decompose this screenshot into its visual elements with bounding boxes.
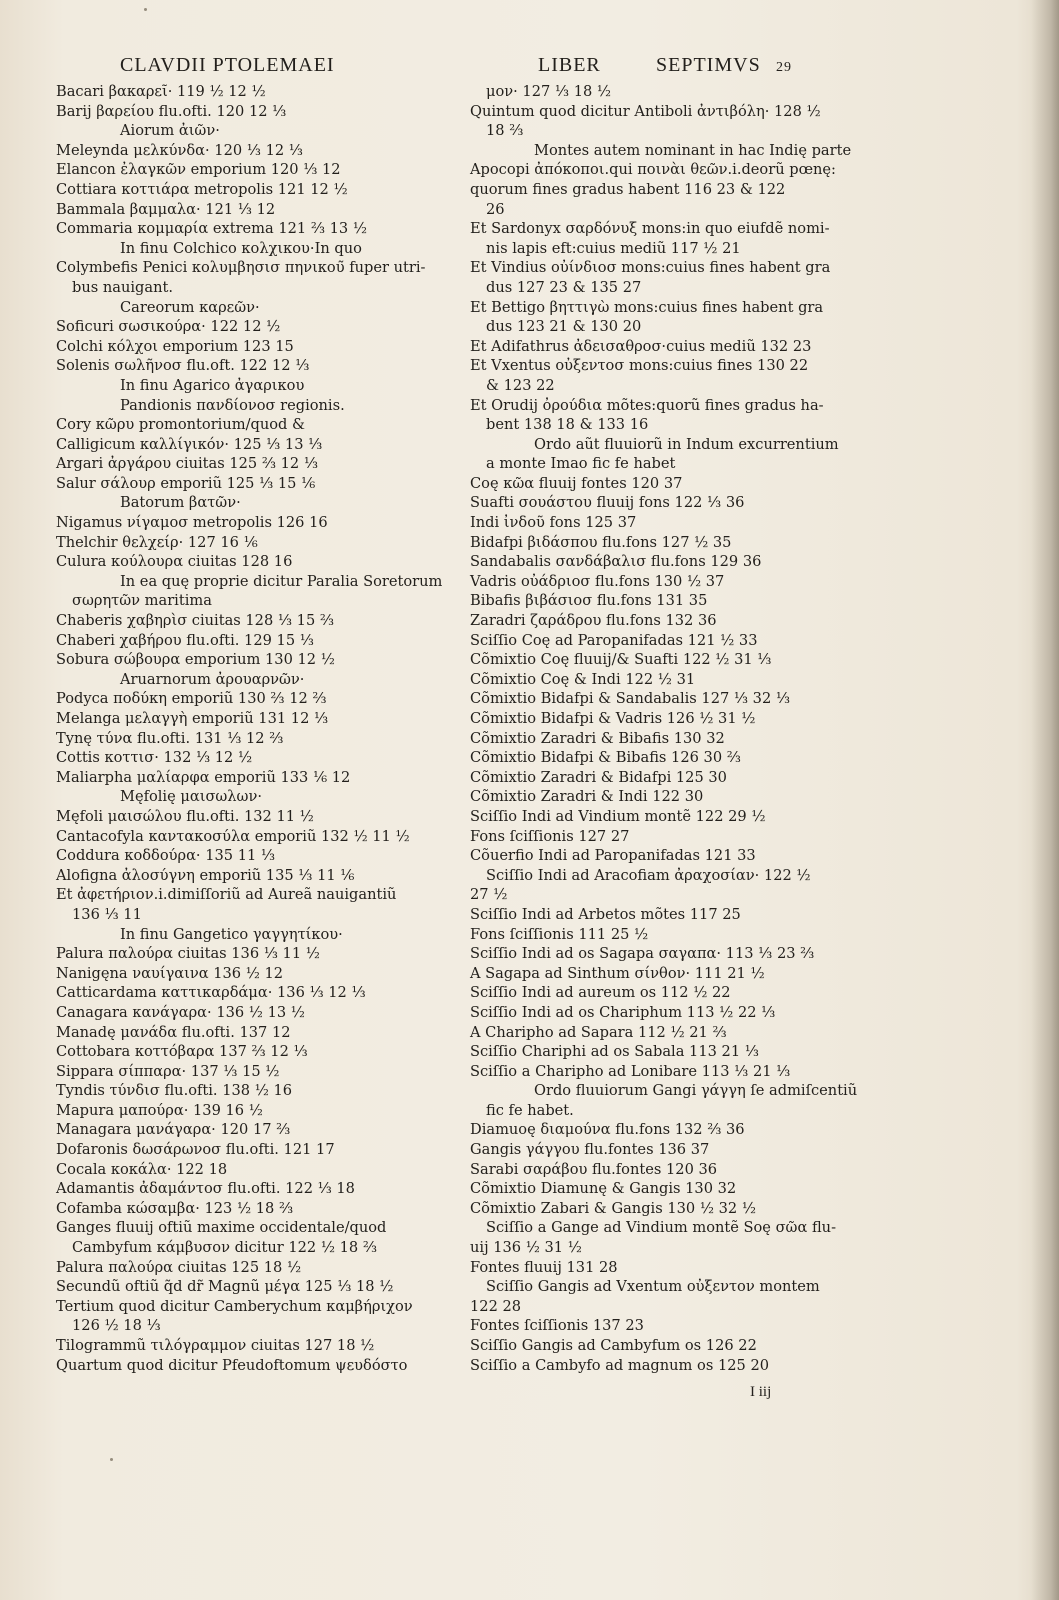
text-line: Mapura μαπούρα· 139 16 ½: [56, 1101, 263, 1119]
text-line: Et Bettigo βηττιγὼ mons:cuius fines habent gra: [470, 298, 824, 316]
text-line: In finu Gangetico γαγγητίκου·: [120, 925, 343, 943]
text-line: Sciſſio Indi ad Vindium montẽ 122 29 ½: [470, 807, 766, 825]
text-line: Calligicum καλλίγικόν· 125 ⅓ 13 ⅓: [56, 435, 323, 453]
text-line: Bacari βακαρεῖ· 119 ½ 12 ½: [56, 83, 266, 100]
text-line: In ea quę proprie dicitur Paralia Soretorum: [120, 572, 443, 590]
running-header: [0, 50, 1059, 82]
text-line: 26: [486, 200, 505, 218]
text-line: Salur σάλουρ emporiũ 125 ⅓ 15 ⅙: [56, 474, 316, 492]
text-line: Montes autem nominant in hac Indię parte: [534, 141, 852, 159]
text-line: Coddura κοδδούρα· 135 11 ⅓: [56, 847, 276, 865]
text-line: Managara μανάγαρα· 120 17 ⅔: [56, 1121, 291, 1139]
text-line: Zaradri ζαράδρου flu.fons 132 36: [470, 612, 717, 630]
text-line: Sciſſio Indi ad aureum os 112 ½ 22: [470, 984, 731, 1002]
right-text-column: [470, 82, 858, 1375]
text-line: Aruarnorum ἀρουαρνῶν·: [120, 670, 305, 688]
text-line: Tilogrammũ τιλόγραμμον ciuitas 127 18 ½: [56, 1337, 375, 1354]
text-line: σωρητῶν maritima: [72, 592, 212, 610]
text-line: Cõmixtio Diamunę & Gangis 130 32: [470, 1180, 737, 1198]
text-line: Fons ſciſſionis 127 27: [470, 827, 630, 845]
text-line: Alofigna ἀλοσύγνη emporiũ 135 ⅓ 11 ⅙: [56, 866, 355, 884]
text-line: Cõmixtio Coę fluuij/& Suafti 122 ½ 31 ⅓: [470, 651, 772, 669]
text-line: In finu Colchico κολχικου·In quo: [120, 239, 362, 257]
text-line: Manadę μανάδα flu.ofti. 137 12: [56, 1023, 291, 1041]
text-line: Barij βαρείου flu.ofti. 120 12 ⅓: [56, 102, 287, 120]
text-line: Meleynda μελκύνδα· 120 ⅓ 12 ⅓: [56, 141, 303, 159]
text-line: bent 138 18 & 133 16: [486, 416, 649, 434]
text-line: Nigamus νίγαμοσ metropolis 126 16: [56, 514, 328, 532]
paper-speck: [144, 8, 147, 11]
text-line: uij 136 ½ 31 ½: [470, 1239, 582, 1257]
text-line: fic fe habet.: [486, 1101, 574, 1119]
text-line: Melanga μελαγγὴ emporiũ 131 12 ⅓: [56, 710, 329, 727]
text-line: Et Adifathrus ἀδεισαθροσ·cuius mediũ 132 23: [470, 337, 812, 355]
text-line: Sciſſio a Charipho ad Lonibare 113 ⅓ 21 ⅓: [470, 1062, 791, 1080]
text-line: Ordo aũt fluuiorũ in Indum excurrentium: [534, 435, 839, 453]
text-line: Cõmixtio Zaradri & Bidafpi 125 30: [470, 768, 727, 786]
text-line: Careorum καρεῶν·: [120, 298, 260, 316]
text-line: Sciſſio Gangis ad Vxentum οὐξεντον montem: [486, 1278, 820, 1296]
text-line: Cambyfum κάμβυσον dicitur 122 ½ 18 ⅔: [72, 1239, 377, 1257]
text-line: Quartum quod dicitur Pfeudoftomum ψευδόστο: [56, 1356, 408, 1374]
text-line: Bidafpi βιδάσπου flu.fons 127 ½ 35: [470, 533, 732, 551]
text-line: dus 127 23 & 135 27: [486, 278, 642, 296]
text-line: Tertium quod dicitur Camberychum καμβήριχον: [56, 1297, 413, 1315]
text-line: Coę κῶα fluuij fontes 120 37: [470, 474, 683, 492]
text-line: Fontes ſciſſionis 137 23: [470, 1317, 644, 1335]
text-line: Elancon ἐλαγκῶν emporium 120 ⅓ 12: [56, 161, 341, 179]
text-line: Vadris οὐάδριοσ flu.fons 130 ½ 37: [470, 572, 725, 590]
text-line: Cõmixtio Zaradri & Indi 122 30: [470, 788, 704, 806]
text-line: Sarabi σαράβου flu.fontes 120 36: [470, 1160, 718, 1178]
text-line: Quintum quod dicitur Antiboli ἀντιβόλη· 128 ½: [470, 102, 821, 120]
text-line: Bammala βαμμαλα· 121 ⅓ 12: [56, 200, 276, 218]
text-line: Batorum βατῶν·: [120, 494, 241, 512]
text-line: Commaria κομμαρία extrema 121 ⅔ 13 ½: [56, 220, 367, 238]
text-line: Cottiara κοττιάρα metropolis 121 12 ½: [56, 180, 348, 198]
text-line: Sobura σώβουρα emporium 130 12 ½: [56, 651, 335, 669]
text-line: Męfoli μαισώλου flu.ofti. 132 11 ½: [56, 807, 314, 825]
signature-mark: I iij: [750, 1384, 772, 1400]
paper-speck: [110, 1458, 113, 1461]
text-line: Maliarpha μαλίαρφα emporiũ 133 ⅙ 12: [56, 768, 351, 786]
header-book-number: SEPTIMVS: [656, 54, 761, 76]
text-line: Sciſſio a Cambyfo ad magnum os 125 20: [470, 1356, 770, 1374]
text-line: Adamantis ἀδαμάντοσ flu.ofti. 122 ⅓ 18: [56, 1180, 355, 1198]
text-line: 136 ⅓ 11: [72, 905, 142, 923]
text-line: Chaberi χαβήρου flu.ofti. 129 15 ⅓: [56, 631, 314, 649]
text-line: Palura παλούρα ciuitas 125 18 ½: [56, 1258, 302, 1276]
header-liber: LIBER: [538, 54, 601, 76]
text-line: Sandabalis σανδάβαλισ flu.fons 129 36: [470, 553, 762, 571]
page-number: 29: [776, 60, 792, 75]
text-line: Sciſſio Indi ad os Chariphum 113 ½ 22 ⅓: [470, 1003, 776, 1021]
text-line: Culura κούλουρα ciuitas 128 16: [56, 553, 293, 571]
text-line: In finu Agarico ἀγαρικου: [120, 376, 305, 394]
text-line: Cofamba κώσαμβα· 123 ½ 18 ⅔: [56, 1199, 294, 1217]
text-line: Cõmixtio Bidafpi & Bibafis 126 30 ⅔: [470, 749, 741, 767]
text-line: Sciſſio Indi ad os Sagapa σαγαπα· 113 ⅓ 23 ⅔: [470, 945, 815, 963]
text-line: Dofaronis δωσάρωνοσ flu.ofti. 121 17: [56, 1141, 335, 1159]
text-line: Cottis κοττισ· 132 ⅓ 12 ½: [56, 749, 253, 767]
text-line: Suafti σουάστου fluuij fons 122 ⅓ 36: [470, 494, 745, 512]
text-line: bus nauigant.: [72, 278, 173, 296]
text-line: Nanigęna ναυίγαινα 136 ½ 12: [56, 964, 284, 982]
text-line: Fontes fluuij 131 28: [470, 1258, 618, 1276]
text-line: 27 ½: [470, 886, 508, 904]
text-line: Sciſſio a Gange ad Vindium montẽ Soę σῶα flu-: [486, 1219, 837, 1237]
text-line: Tyndis τύνδισ flu.ofti. 138 ½ 16: [56, 1082, 293, 1100]
text-line: 126 ½ 18 ⅓: [72, 1317, 161, 1335]
text-line: Cõmixtio Zabari & Gangis 130 ½ 32 ½: [470, 1199, 756, 1217]
text-line: Catticardama καττικαρδάμα· 136 ⅓ 12 ⅓: [56, 984, 366, 1002]
text-line: Pandionis πανδίονοσ regionis.: [120, 396, 345, 414]
text-line: dus 123 21 & 130 20: [486, 318, 642, 336]
text-line: Canagara κανάγαρα· 136 ½ 13 ½: [56, 1003, 305, 1021]
text-line: A Sagapa ad Sinthum σίνθον· 111 21 ½: [470, 964, 765, 982]
text-line: Soficuri σωσικούρα· 122 12 ½: [56, 318, 281, 336]
text-line: Apocopi ἀπόκοποι.qui ποινὰι θεῶν.i.deorũ pœnę:: [470, 161, 836, 179]
text-line: Gangis γάγγου flu.fontes 136 37: [470, 1141, 710, 1159]
text-line: Et Sardonyx σαρδόνυξ mons:in quo eiufdẽ nomi-: [470, 220, 830, 238]
text-line: Sciſſio Indi ad Arbetos mõtes 117 25: [470, 905, 741, 923]
text-line: & 123 22: [486, 376, 555, 394]
text-line: Sciſſio Coę ad Paropanifadas 121 ½ 33: [470, 631, 758, 649]
text-line: Chaberis χαβηρὶσ ciuitas 128 ⅓ 15 ⅔: [56, 612, 335, 630]
text-line: Sciſſio Gangis ad Cambyfum os 126 22: [470, 1337, 757, 1354]
text-line: Colymbefis Penici κολυμβησισ πηνικου̃ fuper utri-: [56, 259, 426, 277]
text-line: Podyca ποδύκη emporiũ 130 ⅔ 12 ⅔: [56, 690, 327, 708]
text-line: Cottobara κοττόβαρα 137 ⅔ 12 ⅓: [56, 1043, 308, 1061]
text-line: 122 28: [470, 1297, 522, 1315]
text-line: 18 ⅔: [486, 122, 524, 140]
text-line: Indi ἰνδοῦ fons 125 37: [470, 514, 637, 532]
text-line: Et ἀφετήριον.i.dimiſſoriũ ad Aureã nauigantiũ: [56, 886, 397, 904]
text-line: Diamuoę διαμούνα flu.fons 132 ⅔ 36: [470, 1121, 745, 1139]
text-line: Cõmixtio Bidafpi & Sandabalis 127 ⅓ 32 ⅓: [470, 690, 791, 708]
text-line: Cory κῶρυ promontorium/quod &: [56, 416, 305, 434]
page-edge-shadow: [1031, 0, 1059, 1600]
text-line: Sippara σίππαρα· 137 ⅓ 15 ½: [56, 1062, 280, 1080]
text-line: Męfolię μαισωλων·: [120, 788, 262, 806]
text-line: Cantacofyla καντακοσύλα emporiũ 132 ½ 11 ½: [56, 827, 410, 845]
text-line: Et Vindius οὐίνδιοσ mons:cuius fines habent gra: [470, 259, 831, 277]
text-line: Cõmixtio Bidafpi & Vadris 126 ½ 31 ½: [470, 710, 756, 727]
text-line: Secundũ oftiũ q̃d dr̃ Magnũ μέγα 125 ⅓ 18 ½: [56, 1278, 394, 1296]
text-line: Cocala κοκάλα· 122 18: [56, 1160, 228, 1178]
text-line: Ganges fluuij oftiũ maxime occidentale/quod: [56, 1219, 387, 1237]
text-line: Cõmixtio Coę & Indi 122 ½ 31: [470, 670, 696, 688]
text-line: Palura παλούρα ciuitas 136 ⅓ 11 ½: [56, 945, 320, 963]
text-line: Argari ἀργάρου ciuitas 125 ⅔ 12 ⅓: [56, 455, 318, 473]
text-line: a monte Imao fic fe habet: [486, 455, 676, 473]
left-text-column: [56, 82, 443, 1375]
text-line: Aiorum ἀιῶν·: [120, 122, 220, 140]
text-line: Sciſſio Indi ad Aracofiam ἀραχοσίαν· 122 ½: [486, 866, 811, 884]
text-line: nis lapis eft:cuius mediũ 117 ½ 21: [486, 239, 741, 257]
text-line: Solenis σωλῆνοσ flu.oft. 122 12 ⅓: [56, 357, 310, 375]
text-line: quorum fines gradus habent 116 23 & 122: [470, 180, 786, 198]
header-author: CLAVDII PTOLEMAEI: [120, 54, 335, 76]
text-line: Et Orudij ὀρούδια mõtes:quorũ fines gradus ha-: [470, 396, 824, 414]
text-line: Ordo fluuiorum Gangi γάγγη ſe admiſcentiũ: [534, 1082, 858, 1100]
text-line: Bibafis βιβάσιοσ flu.fons 131 35: [470, 592, 708, 610]
text-line: Cõmixtio Zaradri & Bibafis 130 32: [470, 729, 725, 747]
text-line: Colchi κόλχοι emporium 123 15: [56, 337, 294, 355]
text-line: Thelchir θελχείρ· 127 16 ⅙: [56, 533, 258, 551]
text-line: Cõuerfio Indi ad Paropanifadas 121 33: [470, 847, 756, 865]
text-line: Sciſſio Chariphi ad os Sabala 113 21 ⅓: [470, 1043, 759, 1061]
text-line: Fons ſciſſionis 111 25 ½: [470, 925, 649, 943]
text-line: A Charipho ad Sapara 112 ½ 21 ⅔: [470, 1023, 727, 1041]
text-line: Et Vxentus οὐξεντοσ mons:cuius fines 130 22: [470, 357, 809, 375]
text-line: μον· 127 ⅓ 18 ½: [486, 83, 612, 100]
text-line: Tynę τύνα flu.ofti. 131 ⅓ 12 ⅔: [56, 729, 284, 747]
